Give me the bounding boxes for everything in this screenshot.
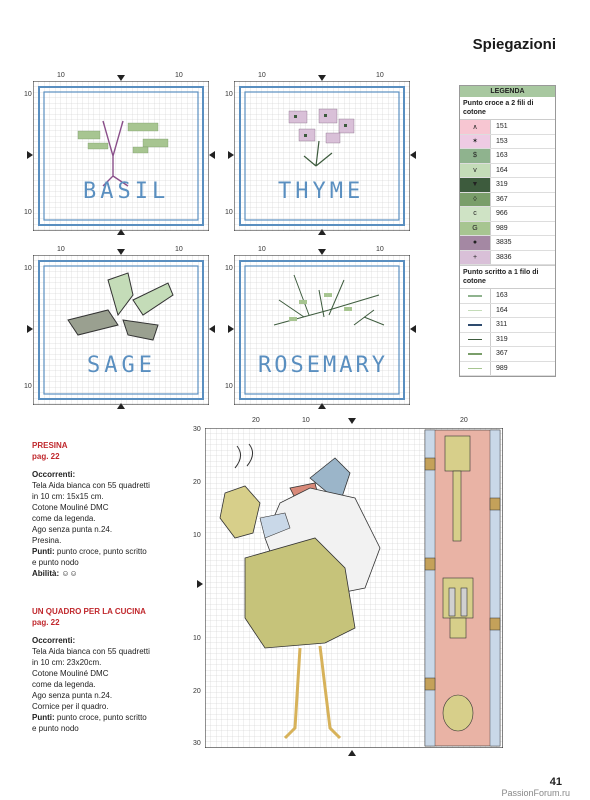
page-number: 41 <box>549 776 562 788</box>
legend-row-backstitch <box>460 362 555 377</box>
legend-line-swatch <box>460 289 491 303</box>
legend-code: 367 <box>496 350 508 358</box>
tick-left: 30 <box>193 740 201 747</box>
tick-top-right: 10 <box>175 72 183 79</box>
center-arrow-bottom <box>318 229 326 235</box>
legend-code: 3835 <box>496 239 512 247</box>
legend-code: 989 <box>496 364 508 372</box>
legend-row-cross <box>460 193 555 208</box>
center-arrow-bottom <box>348 750 356 756</box>
tick-left: 20 <box>193 479 201 486</box>
project-page: pag. 22 <box>32 452 60 461</box>
center-arrow-left <box>197 580 203 588</box>
tick-top-left: 10 <box>57 246 65 253</box>
chart-grid <box>33 81 209 231</box>
material-line: Cotone Mouliné DMC <box>32 503 109 512</box>
legend-code: 319 <box>496 181 508 189</box>
legend-line-swatch <box>460 318 491 332</box>
legend-line-swatch <box>460 362 491 376</box>
tick-top-right: 10 <box>376 72 384 79</box>
material-line: Tela Aida bianca con 55 quadretti <box>32 481 150 490</box>
material-line: Ago senza punta n.24. <box>32 691 113 700</box>
chart-grid <box>234 81 410 231</box>
legend-row-cross <box>460 120 555 135</box>
chart-rosemary <box>225 246 410 405</box>
chart-label: THYME <box>278 179 365 204</box>
tick-left: 30 <box>193 426 201 433</box>
legend-code: 989 <box>496 224 508 232</box>
project-presina <box>32 440 202 579</box>
material-line: Cotone Mouliné DMC <box>32 669 109 678</box>
tick-left: 10 <box>193 532 201 539</box>
center-arrow-bottom <box>117 229 125 235</box>
center-arrow-left <box>27 151 33 159</box>
stitches-label: Punti: <box>32 547 55 556</box>
legend-row-backstitch <box>460 304 555 319</box>
project-title: PRESINA <box>32 441 68 450</box>
material-line: in 10 cm: 23x20cm. <box>32 658 102 667</box>
legend-line-swatch <box>460 347 491 361</box>
tick-left: 10 <box>225 265 233 272</box>
stitches-value-2: e punto nodo <box>32 558 79 567</box>
legend-code: 319 <box>496 335 508 343</box>
legend-line-swatch <box>460 304 491 318</box>
skill-value: ☺☺ <box>61 569 78 578</box>
chart-label: BASIL <box>83 179 170 204</box>
legend-swatch: G <box>460 222 491 236</box>
legend-group-cross: Punto croce a 2 fili di cotone <box>460 97 555 120</box>
material-line: come da legenda. <box>32 680 96 689</box>
center-arrow-left <box>27 325 33 333</box>
chart-grid <box>33 255 209 405</box>
tick-top-left: 10 <box>258 246 266 253</box>
legend-row-backstitch <box>460 347 555 362</box>
legend-row-backstitch <box>460 289 555 304</box>
materials-heading: Occorrenti: <box>32 636 76 645</box>
tick-top-right: 10 <box>376 246 384 253</box>
center-arrow-right <box>209 151 215 159</box>
chart-sage <box>24 246 209 405</box>
center-arrow-right <box>209 325 215 333</box>
legend-code: 3836 <box>496 253 512 261</box>
chart-label: ROSEMARY <box>258 353 388 378</box>
legend-swatch: ∧ <box>460 120 491 134</box>
legend-code: 367 <box>496 195 508 203</box>
legend-line-swatch <box>460 333 491 347</box>
tick-top-left: 10 <box>57 72 65 79</box>
tick-left: 10 <box>225 91 233 98</box>
center-arrow-right <box>410 151 416 159</box>
center-arrow-top <box>318 75 326 81</box>
legend-title: LEGENDA <box>460 86 555 97</box>
stitches-label: Punti: <box>32 713 55 722</box>
legend-row-cross <box>460 149 555 164</box>
center-arrow-top <box>117 75 125 81</box>
center-arrow-top <box>117 249 125 255</box>
legend-row-cross <box>460 236 555 251</box>
legend-row-cross <box>460 164 555 179</box>
legend-row-cross <box>460 178 555 193</box>
center-arrow-right <box>410 325 416 333</box>
tick-top-right: 10 <box>175 246 183 253</box>
tick-top: 10 <box>302 417 310 424</box>
tick-left-bottom: 10 <box>24 383 32 390</box>
legend-row-cross <box>460 251 555 266</box>
tick-left: 10 <box>24 91 32 98</box>
legend-code: 151 <box>496 123 508 131</box>
tick-top: 20 <box>460 417 468 424</box>
material-line: Tela Aida bianca con 55 quadretti <box>32 647 150 656</box>
center-arrow-bottom <box>117 403 125 409</box>
skill-label: Abilità: <box>32 569 60 578</box>
legend-swatch: + <box>460 251 491 265</box>
tick-left: 10 <box>193 635 201 642</box>
chart-basil <box>24 72 209 231</box>
legend-code: 311 <box>496 321 508 329</box>
legend-row-cross <box>460 207 555 222</box>
chart-label: SAGE <box>87 353 156 378</box>
project-quadro <box>32 606 202 734</box>
project-title: UN QUADRO PER LA CUCINA <box>32 607 146 616</box>
legend-swatch: c <box>460 207 491 221</box>
material-line: Cornice per il quadro. <box>32 702 109 711</box>
watermark: PassionForum.ru <box>501 788 570 798</box>
material-line: Ago senza punta n.24. <box>32 525 113 534</box>
stitches-value: punto croce, punto scritto <box>56 547 147 556</box>
tick-left: 10 <box>24 265 32 272</box>
legend-code: 153 <box>496 137 508 145</box>
center-arrow-left <box>228 325 234 333</box>
legend-code: 966 <box>496 210 508 218</box>
backstitch-line-icon <box>468 368 482 370</box>
legend-swatch: ✶ <box>460 135 491 149</box>
legend-row-backstitch <box>460 318 555 333</box>
legend-row-cross <box>460 135 555 150</box>
legend-swatch: $ <box>460 149 491 163</box>
tick-left: 20 <box>193 688 201 695</box>
legend-code: 163 <box>496 292 508 300</box>
tick-top: 20 <box>252 417 260 424</box>
project-page: pag. 22 <box>32 618 60 627</box>
legend-group-back: Punto scritto a 1 filo di cotone <box>460 265 555 289</box>
center-arrow-bottom <box>318 403 326 409</box>
legend-swatch: ◊ <box>460 193 491 207</box>
legend-code: 164 <box>496 306 508 314</box>
backstitch-line-icon <box>468 324 482 326</box>
center-arrow-top <box>318 249 326 255</box>
legend-row-cross <box>460 222 555 237</box>
stitches-value: punto croce, punto scritto <box>56 713 147 722</box>
legend-code: 163 <box>496 152 508 160</box>
backstitch-line-icon <box>468 310 482 312</box>
legend-swatch: v <box>460 164 491 178</box>
stitches-value-2: e punto nodo <box>32 724 79 733</box>
material-line: Presina. <box>32 536 62 545</box>
chart-grid <box>205 428 503 748</box>
tick-left-bottom: 10 <box>225 209 233 216</box>
legend-swatch: ● <box>460 236 491 250</box>
chart-thyme <box>225 72 410 231</box>
legend-swatch: ▼ <box>460 178 491 192</box>
materials-heading: Occorrenti: <box>32 470 76 479</box>
center-arrow-top <box>348 418 356 424</box>
center-arrow-left <box>228 151 234 159</box>
legend-code: 164 <box>496 166 508 174</box>
tick-left-bottom: 10 <box>24 209 32 216</box>
tick-left-bottom: 10 <box>225 383 233 390</box>
backstitch-line-icon <box>468 339 482 341</box>
material-line: come da legenda. <box>32 514 96 523</box>
chart-rooster <box>193 417 503 748</box>
legend-row-backstitch <box>460 333 555 348</box>
chart-grid <box>234 255 410 405</box>
backstitch-line-icon <box>468 295 482 297</box>
material-line: in 10 cm: 15x15 cm. <box>32 492 104 501</box>
section-title: Spiegazioni <box>472 36 556 53</box>
backstitch-line-icon <box>468 353 482 355</box>
legend <box>459 85 556 377</box>
tick-top-left: 10 <box>258 72 266 79</box>
